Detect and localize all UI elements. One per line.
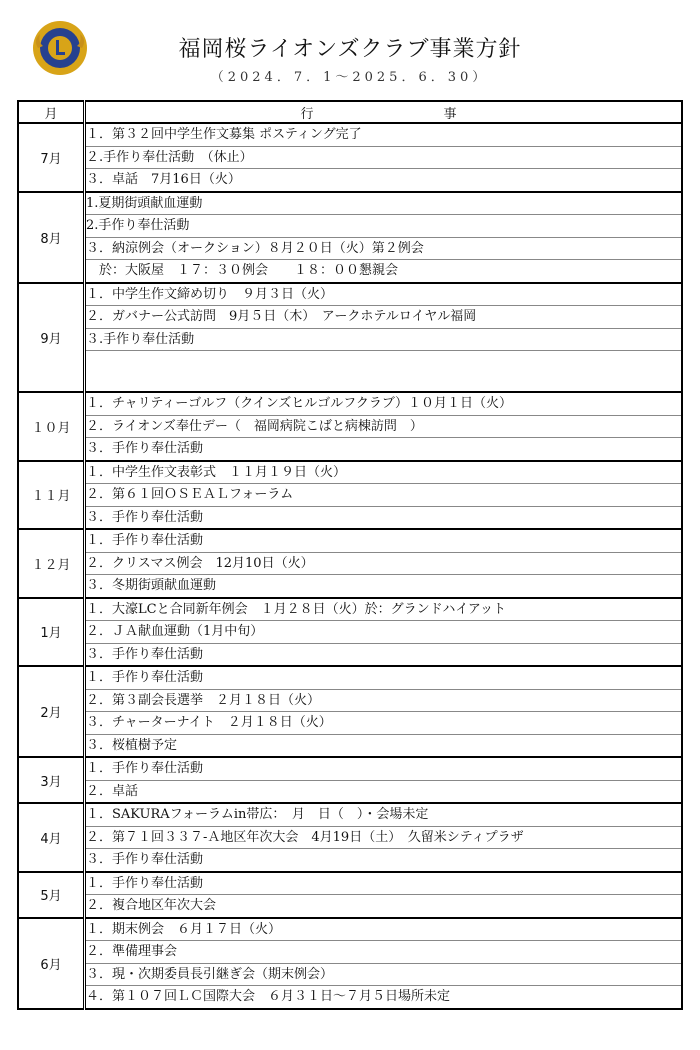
event-item: ２．複合地区年次大会	[86, 898, 217, 913]
event-item: 1.夏期街頭献血運動	[85, 192, 683, 215]
month-column-header: 月	[18, 101, 85, 123]
event-item: １．手作り奉仕活動	[85, 666, 683, 689]
page-title: 福岡桜ライオンズクラブ事業方針	[178, 37, 522, 62]
table-row	[18, 484, 682, 507]
table-row	[18, 895, 682, 918]
table-row	[18, 918, 682, 941]
event-item: ２．第３副会長選挙 ２月１８日（火）	[85, 689, 683, 712]
table-row	[18, 757, 682, 780]
table-row	[18, 712, 682, 735]
table-row	[18, 552, 682, 575]
table-row	[18, 192, 682, 215]
event-item: １．SAKURAフォーラムin帯広： 月 日（ ）・会場未定	[85, 803, 683, 826]
month-cell: 9月	[18, 283, 85, 393]
table-row	[18, 621, 682, 644]
table-row	[18, 461, 682, 484]
month-cell: １２月	[18, 529, 85, 598]
event-item: ３．手作り奉仕活動	[86, 441, 204, 456]
table-row	[18, 438, 682, 461]
event-item: ３．卓話 7月16日（火）	[86, 172, 241, 187]
event-item: ２．ガバナー公式訪問 9月５日（木） アークホテルロイヤル福岡	[85, 306, 683, 329]
table-row	[18, 260, 682, 283]
table-row	[18, 666, 682, 689]
events-column-header: 行事	[85, 101, 683, 123]
table-row	[18, 328, 682, 351]
table-row	[18, 849, 682, 872]
event-item: ２．ライオンズ奉仕デー（ 福岡病院こばと病棟訪問 ）	[85, 415, 683, 438]
event-item: ３．現・次期委員長引継ぎ会（期末例会）	[85, 963, 683, 986]
table-row	[18, 643, 682, 666]
month-cell: 2月	[18, 666, 85, 757]
table-row	[18, 689, 682, 712]
event-item: ３．納涼例会（オークション）８月２０日（火）第２例会	[85, 237, 683, 260]
month-cell: 5月	[18, 872, 85, 918]
event-item: ２．ＪＡ献血運動（1月中旬）	[85, 621, 683, 644]
event-item: １．手作り奉仕活動	[85, 529, 683, 552]
event-item: ２．第７１回３３７-Ａ地区年次大会 4月19日（土） 久留米シティプラザ	[85, 826, 683, 849]
event-item: ２.手作り奉仕活動 （休止）	[85, 146, 683, 169]
table-row	[18, 986, 682, 1009]
table-row	[18, 392, 682, 415]
table-row	[18, 237, 682, 260]
table-row	[18, 963, 682, 986]
event-item: ３．手作り奉仕活動	[86, 509, 204, 525]
table-row	[18, 803, 682, 826]
event-item: １．中学生作文表彰式 １１月１９日（火）	[85, 461, 683, 484]
month-cell: 3月	[18, 757, 85, 803]
table-row	[18, 872, 682, 895]
month-cell: 7月	[18, 123, 85, 192]
month-cell: １０月	[18, 392, 85, 461]
table-row	[18, 734, 682, 757]
table-row	[18, 283, 682, 306]
event-item: １．チャリティーゴルフ（クインズヒルゴルフクラブ）１０月１日（火）	[85, 392, 683, 415]
event-item: １．期末例会 ６月１７日（火）	[85, 918, 683, 941]
event-item: ３．冬期街頭献血運動	[86, 578, 217, 593]
table-row	[18, 169, 682, 192]
table-row	[18, 941, 682, 964]
event-item: １．手作り奉仕活動	[85, 757, 683, 780]
month-cell: 8月	[18, 192, 85, 283]
table-row	[18, 780, 682, 803]
event-item: ２．第６１回ＯＳＥＡＬフォーラム	[85, 484, 683, 507]
event-item: １．手作り奉仕活動	[85, 872, 683, 895]
event-item: ２．クリスマス例会 12月10日（火）	[85, 552, 683, 575]
event-item: １．中学生作文締め切り ９月３日（火）	[85, 283, 683, 306]
table-row	[18, 826, 682, 849]
event-item: ３．桜植樹予定	[86, 737, 178, 753]
table-row	[18, 146, 682, 169]
event-item	[85, 351, 683, 393]
event-item: 於：大阪屋 １７：３０例会 １８：００懇親会	[86, 263, 399, 278]
event-item: ４．第１０７回ＬＣ国際大会 ６月３１日～７月５日場所未定	[86, 989, 451, 1004]
table-header-row	[18, 101, 682, 123]
event-item: ２．卓話	[86, 783, 139, 799]
table-row	[18, 415, 682, 438]
table-row	[18, 215, 682, 238]
table-row	[18, 506, 682, 529]
month-cell: 1月	[18, 598, 85, 667]
event-item: ３．手作り奉仕活動	[86, 852, 204, 867]
event-item: ２．準備理事会	[85, 941, 683, 964]
table-row	[18, 598, 682, 621]
fiscal-period: （2024．7．1～2025．6．30）	[210, 70, 490, 85]
month-cell: １１月	[18, 461, 85, 530]
month-cell: 6月	[18, 918, 85, 1009]
table-row	[18, 529, 682, 552]
activity-plan-table	[17, 100, 683, 1010]
table-row	[18, 306, 682, 329]
table-row	[18, 575, 682, 598]
event-item: １．第３２回中学生作文募集 ポスティング完了	[85, 123, 683, 146]
event-item: １．大濠LCと合同新年例会 １月２８日（火）於：グランドハイアット	[85, 598, 683, 621]
event-item: 2.手作り奉仕活動	[85, 215, 683, 238]
event-item: ３．チャーターナイト ２月１８日（火）	[85, 712, 683, 735]
table-row	[18, 123, 682, 146]
month-cell: 4月	[18, 803, 85, 872]
event-item: ３．手作り奉仕活動	[86, 646, 204, 662]
table-body	[18, 123, 682, 1009]
table-row	[18, 351, 682, 393]
event-item: ３.手作り奉仕活動	[85, 328, 683, 351]
